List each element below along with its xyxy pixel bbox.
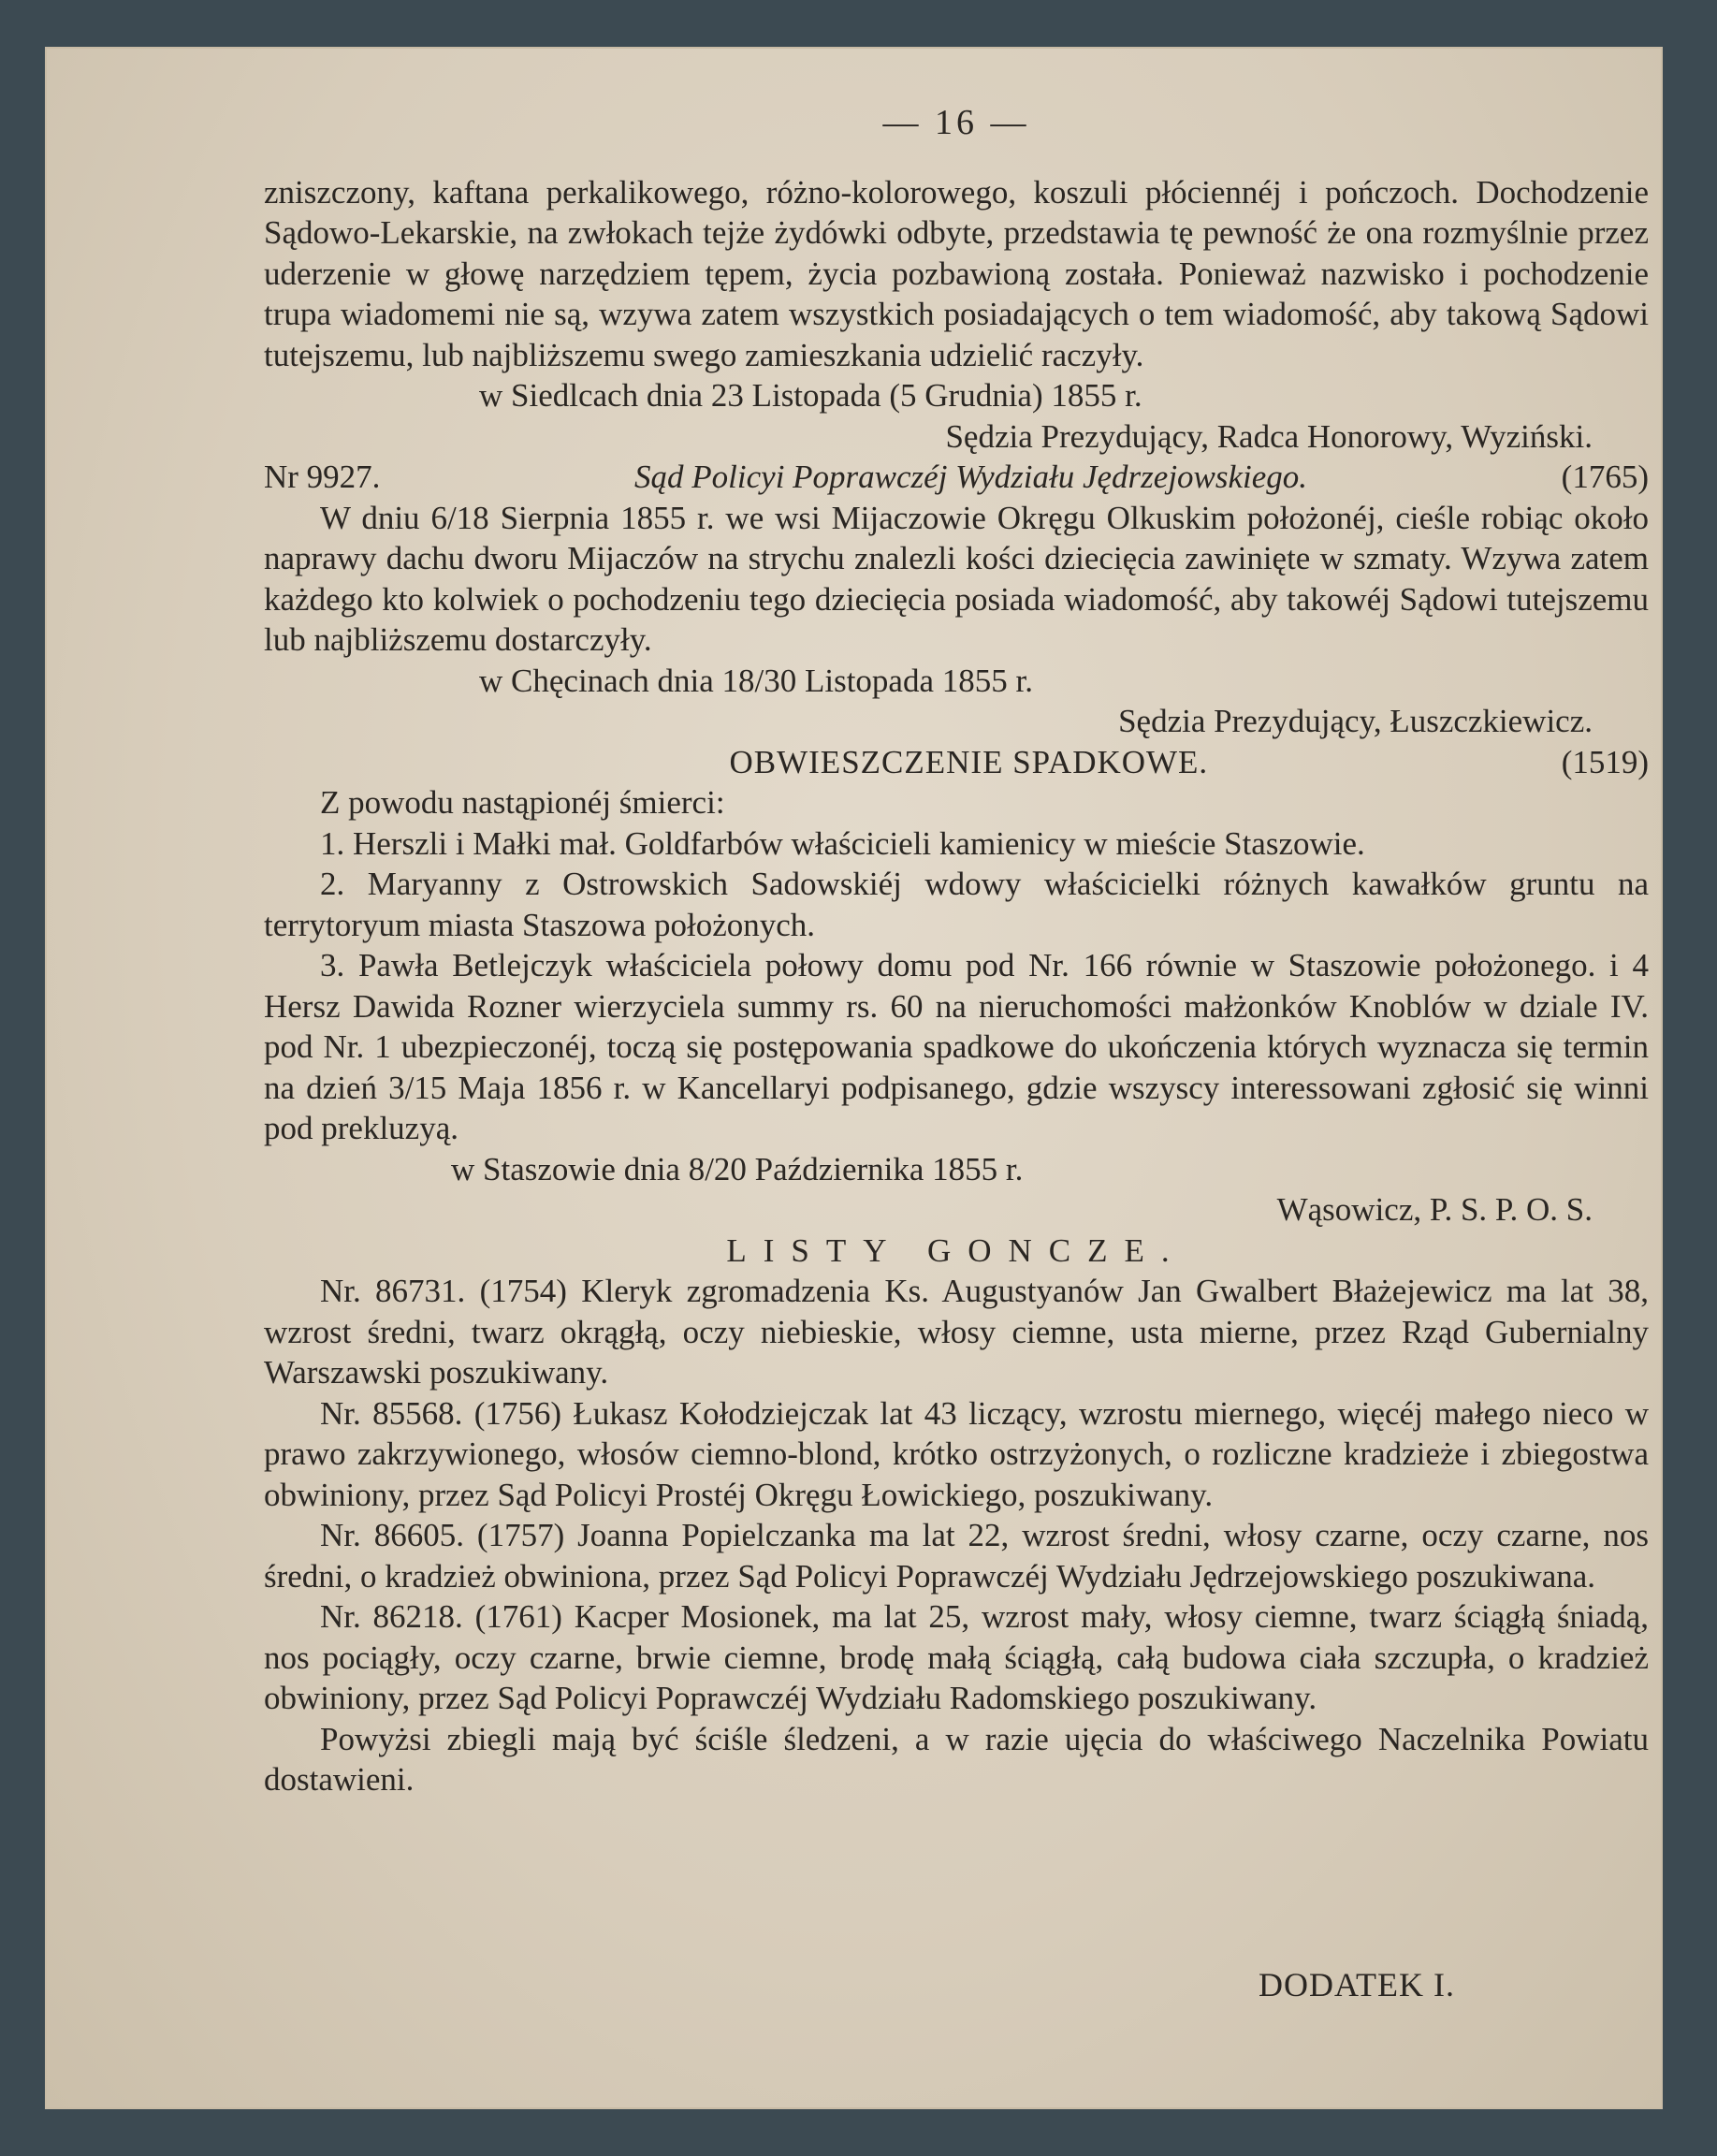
wanted-entry: Nr. 86605. (1757) Joanna Popielczanka ma lat 22, wzrost średni, włosy czarne, oczy czarne, nos średni, o kradzież obwiniona, przez Sąd Policyi Poprawczéj Wydziału Jędrzejowskiego poszukiwana. bbox=[264, 1517, 1649, 1595]
notice-date: w Staszowie dnia 8/20 Października 1855 r. bbox=[451, 1150, 1024, 1187]
page-number: — 16 — bbox=[882, 103, 1030, 142]
notice-court: Sąd Policyi Poprawczéj Wydziału Jędrzejowskiego. bbox=[634, 459, 1308, 495]
notice-signature: Sędzia Prezydujący, Radca Honorowy, Wyziński. bbox=[945, 417, 1593, 455]
inheritance-item: 1. Herszli i Małki mał. Goldfarbów właścicieli kamienicy w mieście Staszowie. bbox=[320, 824, 1365, 862]
wanted-entry: Nr. 85568. (1756) Łukasz Kołodziejczak lat 43 liczący, wzrostu miernego, więcéj małego nieco w prawo zakrzywionego, włosów ciemno-blond, krótko ostrzyżonych, o rozliczne kradzieże i zbiegostwa obwiniony, przez Sąd Policyi Prostéj Okręgu Łowickiego, poszukiwany. bbox=[264, 1394, 1649, 1513]
section-code: (1519) bbox=[1561, 743, 1649, 780]
wanted-entry: Nr. 86731. (1754) Kleryk zgromadzenia Ks. Augustyanów Jan Gwalbert Błażejewicz ma lat 38, wzrost średni, twarz okrągłą, oczy niebieskie, włosy ciemne, usta mierne, przez Rząd Gubernialny Warszawski poszukiwany. bbox=[264, 1273, 1649, 1391]
notice-date: w Chęcinach dnia 18/30 Listopada 1855 r. bbox=[479, 662, 1033, 699]
notice-signature: Wąsowicz, P. S. P. O. S. bbox=[1276, 1191, 1593, 1228]
inheritance-item: 2. Maryanny z Ostrowskich Sadowskiéj wdowy właścicielki różnych kawałków gruntu na terrytoryum miasta Staszowa położonych. bbox=[264, 866, 1649, 943]
section-header-row bbox=[264, 742, 1649, 783]
notice-date: w Siedlcach dnia 23 Listopada (5 Grudnia) 1855 r. bbox=[479, 377, 1142, 414]
notice-header-row bbox=[264, 457, 1649, 498]
wanted-entry: Nr. 86218. (1761) Kacper Mosionek, ma lat 25, wzrost mały, włosy ciemne, twarz ściągłą śniadą, nos pociągły, oczy czarne, brwie ciemne, brodę małą ściągłą, całą budowa ciała szczupła, o kradzież obwiniony, przez Sąd Policyi Poprawczéj Wydziału Radomskiego poszukiwany. bbox=[264, 1598, 1649, 1716]
notice-number: Nr 9927. bbox=[264, 459, 381, 495]
footer-supplement: DODATEK I. bbox=[1259, 1966, 1455, 2003]
inheritance-intro: Z powodu nastąpionéj śmierci: bbox=[320, 784, 725, 821]
wanted-closing: Powyżsi zbiegli mają być ściśle śledzeni, a w razie ujęcia do właściwego Naczelnika Powiatu dostawieni. bbox=[264, 1720, 1649, 1798]
notice-signature: Sędzia Prezydujący, Łuszczkiewicz. bbox=[1118, 703, 1593, 739]
inheritance-item: 3. Pawła Betlejczyk właściciela połowy domu pod Nr. 166 równie w Staszowie położonego. i 4 Hersz Dawida Rozner wierzyciela summy rs. 60 na nieruchomości małżonków Knoblów w dziale IV. pod Nr. 1 ubezpieczonéj, toczą się postępowania spadkowe do ukończenia których wyznacza się termin na dzień 3/15 Maja 1856 r. w Kancellaryi podpisanego, gdzie wszyscy interessowani zgłosić się winni pod prekluzyą. bbox=[264, 947, 1649, 1146]
section-title: LISTY GONCZE. bbox=[726, 1231, 1186, 1269]
notice-body: zniszczony, kaftana perkalikowego, różno-kolorowego, koszuli płóciennéj i pończoch. Dochodzenie Sądowo-Lekarskie, na zwłokach tejże żydówki odbyte, przedstawia tę pewność że ona rozmyślnie przez uderzenie w głowę narzędziem tępem, życia pozbawioną została. Ponieważ nazwisko i pochodzenie trupa wiadomemi nie są, wzywa zatem wszystkich posiadających o tem wiadomość, aby takową Sądowi tutejszemu, lub najbliższemu swego zamieszkania udzielić raczyły. bbox=[264, 173, 1649, 373]
document-page bbox=[47, 49, 1661, 2107]
notice-code: (1765) bbox=[1561, 459, 1649, 495]
page-text bbox=[264, 103, 1649, 1800]
notice-body: W dniu 6/18 Sierpnia 1855 r. we wsi Mijaczowie Okręgu Olkuskim położonéj, cieśle robiąc około naprawy dachu dworu Mijaczów na strychu znalezli kości dziecięcia zawinięte w szmaty. Wzywa zatem każdego kto kolwiek o pochodzeniu tego dziecięcia posiada wiadomość, aby takowéj Sądowi tutejszemu lub najbliższemu dostarczyły. bbox=[264, 499, 1649, 658]
section-title: OBWIESZCZENIE SPADKOWE. bbox=[729, 743, 1209, 780]
